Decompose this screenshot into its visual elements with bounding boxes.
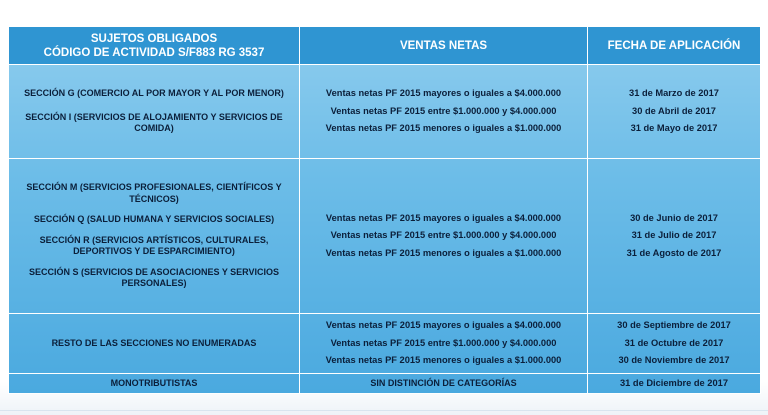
ventas-cell (300, 314, 588, 374)
section-line: MONOTRIBUTISTAS (110, 377, 198, 388)
ventas-cell (300, 374, 588, 394)
table-row (9, 65, 761, 159)
header-col1-line1: SUJETOS OBLIGADOS (90, 32, 218, 45)
sections-cell (9, 374, 300, 394)
ventas-line: Ventas netas PF 2015 mayores o iguales a $4.000.000 (325, 212, 562, 223)
section-line: RESTO DE LAS SECCIONES NO ENUMERADAS (51, 337, 257, 348)
fechas-cell (588, 374, 761, 394)
sections-cell (9, 159, 300, 314)
fecha-line: 31 de Mayo de 2017 (630, 123, 718, 134)
ventas-line: Ventas netas PF 2015 menores o iguales a $1.000.000 (325, 355, 562, 366)
section-line: SECCIÓN I (SERVICIOS DE ALOJAMIENTO Y SERVICIOS DE (25, 111, 283, 122)
ventas-line: Ventas netas PF 2015 menores o iguales a $1.000.000 (325, 123, 562, 134)
section-line: DEPORTIVOS Y DE ESPARCIMIENTO) (73, 246, 235, 257)
ventas-cell (300, 65, 588, 159)
table-header-row (9, 27, 761, 65)
section-line: COMIDA) (134, 123, 174, 134)
fecha-line: 31 de Diciembre de 2017 (619, 377, 728, 388)
fecha-line: 31 de Agosto de 2017 (626, 247, 722, 258)
ventas-line: SIN DISTINCIÓN DE CATEGORÍAS (370, 377, 517, 388)
section-line: TÉCNICOS) (129, 193, 179, 204)
ventas-line: Ventas netas PF 2015 mayores o iguales a $4.000.000 (325, 320, 562, 331)
section-line: PERSONALES) (121, 278, 187, 289)
section-line: SECCIÓN M (SERVICIOS PROFESIONALES, CIENTÍFICOS Y (26, 182, 282, 193)
obligations-table (8, 26, 761, 394)
fecha-line: 30 de Septiembre de 2017 (617, 320, 731, 331)
fecha-line: 31 de Julio de 2017 (631, 230, 717, 241)
ventas-line: Ventas netas PF 2015 entre $1.000.000 y $4.000.000 (330, 105, 557, 116)
table-row (9, 314, 761, 374)
fecha-line: 30 de Noviembre de 2017 (618, 355, 730, 366)
section-line: SECCIÓN Q (SALUD HUMANA Y SERVICIOS SOCIALES) (33, 214, 275, 225)
ventas-line: Ventas netas PF 2015 entre $1.000.000 y $4.000.000 (330, 230, 557, 241)
sections-cell (9, 65, 300, 159)
fechas-cell (588, 65, 761, 159)
header-col1-line2: CÓDIGO DE ACTIVIDAD S/F883 RG 3537 (43, 46, 265, 59)
bottom-divider (0, 410, 768, 411)
table-row (9, 159, 761, 314)
header-sujetos-obligados (9, 27, 300, 65)
fecha-line: 31 de Marzo de 2017 (629, 88, 719, 99)
section-line: SECCIÓN S (SERVICIOS DE ASOCIACIONES Y SERVICIOS (28, 266, 280, 277)
ventas-line: Ventas netas PF 2015 entre $1.000.000 y $4.000.000 (330, 337, 557, 348)
fecha-line: 30 de Junio de 2017 (630, 212, 718, 223)
fecha-line: 31 de Octubre de 2017 (624, 337, 724, 348)
ventas-cell (300, 159, 588, 314)
ventas-line: Ventas netas PF 2015 mayores o iguales a $4.000.000 (325, 88, 562, 99)
header-ventas-netas: VENTAS NETAS (300, 27, 588, 65)
fechas-cell (588, 159, 761, 314)
section-line: SECCIÓN G (COMERCIO AL POR MAYOR Y AL POR MENOR) (24, 88, 284, 99)
table-row (9, 374, 761, 394)
fecha-line: 30 de Abril de 2017 (632, 105, 716, 116)
ventas-line: Ventas netas PF 2015 menores o iguales a $1.000.000 (325, 247, 562, 258)
section-line: SECCIÓN R (SERVICIOS ARTÍSTICOS, CULTURALES, (39, 234, 269, 245)
fechas-cell (588, 314, 761, 374)
header-fecha-aplicacion: FECHA DE APLICACIÓN (588, 27, 761, 65)
sections-cell (9, 314, 300, 374)
